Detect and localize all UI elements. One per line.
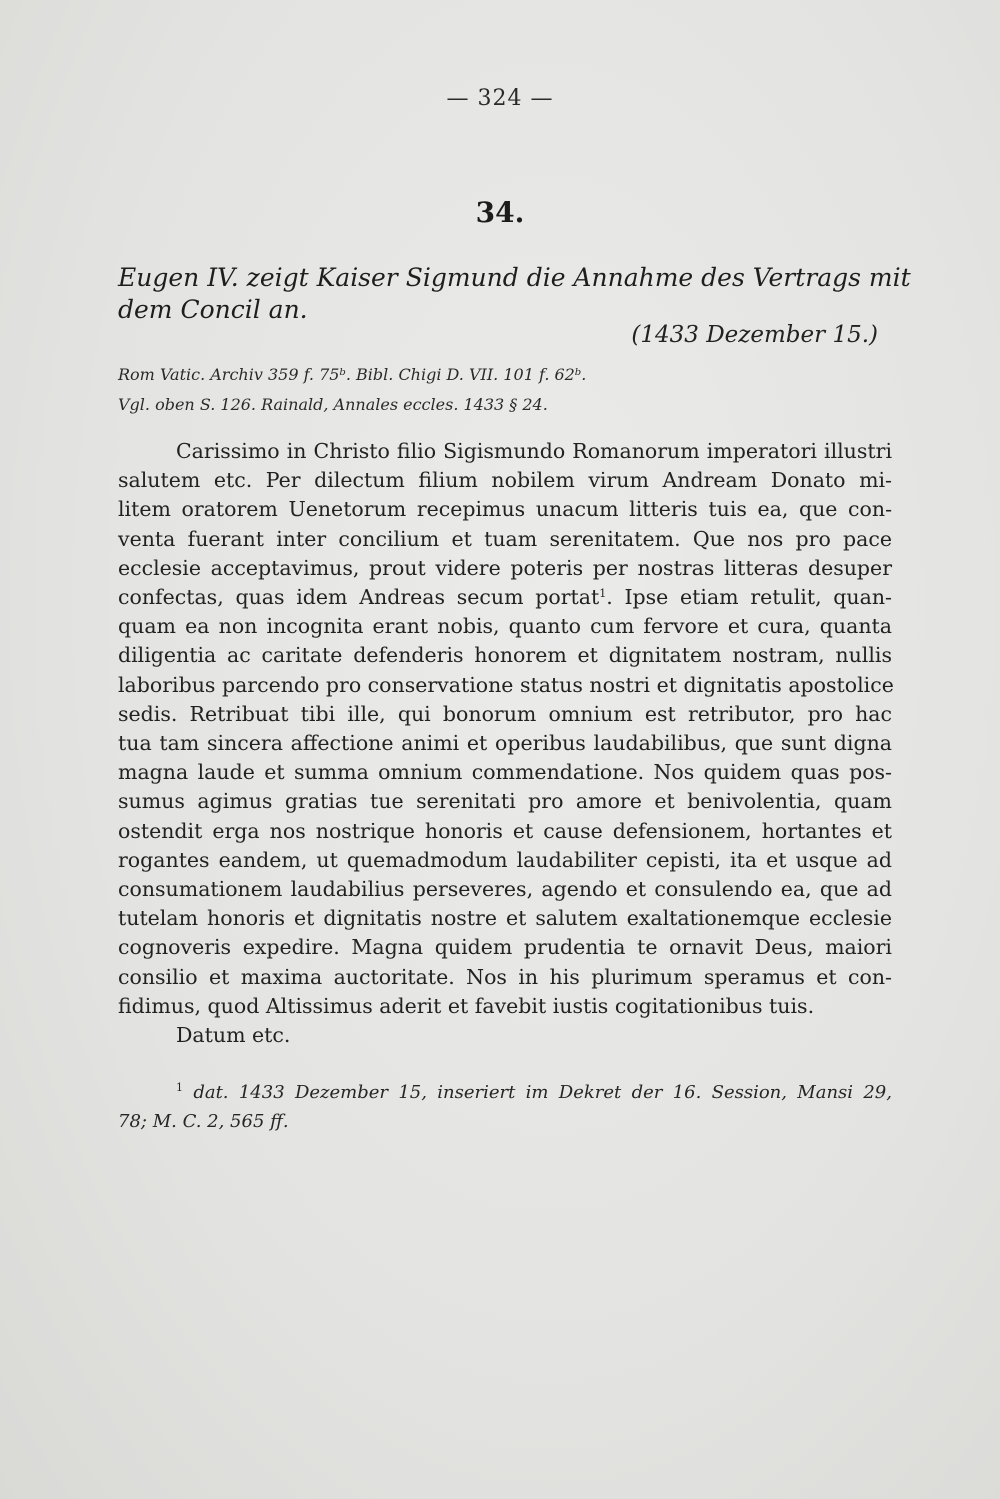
footnote-text: dat. 1433 Dezember 15, inseriert im Dekret der 16. Session, Mansi 29, [193,1082,892,1103]
body-line: ecclesie acceptavimus, prout videre poteris per nostras litteras desuper [118,555,892,580]
body-line: ostendit erga nos nostrique honoris et cause defensionem, hortantes et [118,818,892,843]
document-date: (1433 Dezember 15.) [631,322,878,348]
body-line: Carissimo in Christo filio Sigismundo Romanorum imperatori illustri [176,439,892,463]
body-line-with-note [118,583,892,612]
body-line: venta fuerant inter concilium et tuam serenitatem. Que nos pro pace [118,526,892,551]
body-line: fidimus, quod Altissimus aderit et favebit iustis cogitationibus tuis. [118,993,815,1018]
body-line-part: . Ipse etiam retulit, quan- [606,585,892,610]
body-line: tutelam honoris et dignitatis nostre et salutem exaltationemque ecclesie [118,906,892,931]
body-line: consumationem laudabilius perseveres, agendo et consulendo ea, que ad [118,877,892,902]
body-line: magna laude et summa omnium commendatione. Nos quidem quas pos- [118,760,892,785]
heading-line-1: Eugen IV. zeigt Kaiser Sigmund die Annahme des Vertrags mit [118,263,911,292]
body-line-part: confectas, quas idem Andreas secum portat [118,585,600,610]
body-line: tua tam sincera affectione animi et operibus laudabilibus, que sunt digna [118,731,892,756]
footnote-line-1 [118,1078,892,1107]
footnote [118,1078,892,1136]
footnote-line-2: 78; M. C. 2, 565 ff. [118,1111,289,1132]
footnote-marker: 1 [176,1081,183,1094]
source-references [118,360,878,420]
body-line: consilio et maxima auctoritate. Nos in his plurimum speramus et con- [118,964,892,989]
body-line: diligentia ac caritate defenderis honorem et dignitatem nostram, nullis [118,643,892,668]
body-line: sedis. Retribuat tibi ille, qui bonorum omnium est retributor, pro hac [118,701,892,726]
heading-line-2: dem Concil an. [118,295,308,324]
body-line: rogantes eandem, ut quemadmodum laudabiliter cepisti, ita et usque ad [118,847,892,872]
body-line: sumus agimus gratias tue serenitati pro amore et benivolentia, quam [118,789,892,814]
source-line-1: Rom Vatic. Archiv 359 f. 75ᵇ. Bibl. Chigi D. VII. 101 f. 62ᵇ. [118,365,587,384]
closing-formula: Datum etc. [176,1023,291,1048]
footnote-reference: 1 [599,587,607,601]
body-line: salutem etc. Per dilectum filium nobilem virum Andream Donato mi- [118,468,892,493]
body-line: quam ea non incognita erant nobis, quanto cum fervore et cura, quanta [118,614,892,639]
body-line: laboribus parcendo pro conservatione status nostri et dignitatis apostolice [118,672,894,697]
document-heading [118,262,911,326]
source-line-2: Vgl. oben S. 126. Rainald, Annales eccles. 1433 § 24. [118,395,548,414]
document-number: 34. [475,196,525,229]
body-line: cognoveris expedire. Magna quidem prudentia te ornavit Deus, maiori [118,935,892,960]
body-line: litem oratorem Uenetorum recepimus unacum litteris tuis ea, que con- [118,497,892,522]
page-number: — 324 — [446,86,554,111]
letter-body [118,437,892,1050]
